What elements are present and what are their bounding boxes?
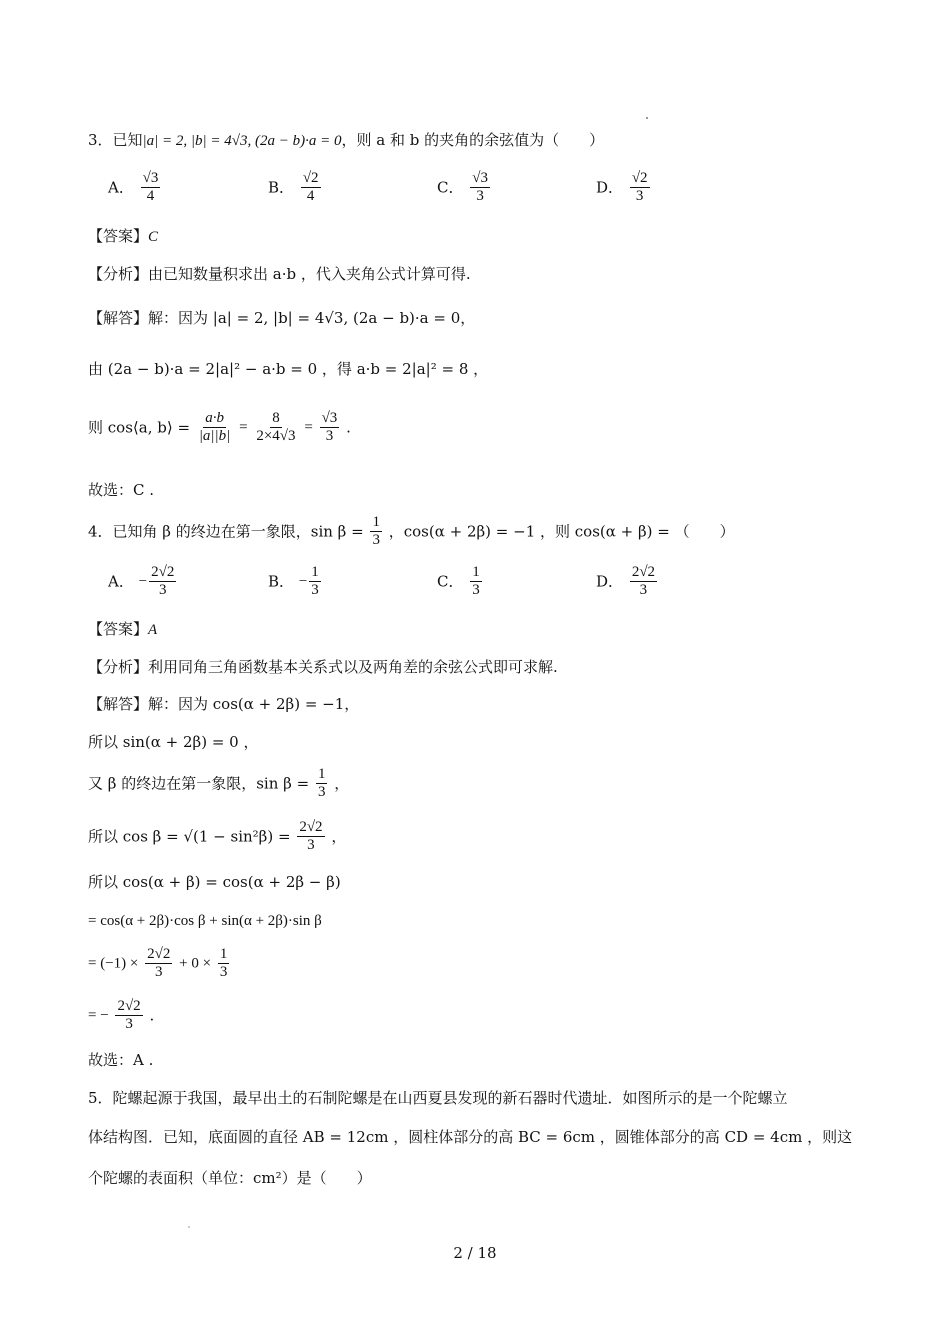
solution-text: 所以 cos(α + β) = cos(α + 2β − β) xyxy=(88,873,341,891)
analysis-line xyxy=(88,264,471,284)
numerator: √3 xyxy=(321,410,338,426)
numerator: √3 xyxy=(472,170,488,186)
denominator: 2×4√3 xyxy=(256,428,296,444)
option-label: B． xyxy=(268,572,295,591)
solution-text: . xyxy=(149,1006,155,1025)
stem-suffix: ，则 a 和 b 的夹角的余弦值为（ ） xyxy=(341,131,605,149)
option-b xyxy=(268,170,323,205)
option-c xyxy=(437,170,492,205)
fraction xyxy=(115,998,142,1033)
option-c xyxy=(437,564,484,599)
fraction xyxy=(197,410,233,445)
solution-line-3 xyxy=(88,766,349,801)
question-5-line-2 xyxy=(88,1127,852,1147)
conclusion-text: 故选：A . xyxy=(88,1051,154,1069)
option-label: D． xyxy=(596,572,624,591)
solution-text: 又 β 的终边在第一象限，sin β = xyxy=(88,774,310,793)
solution-text: 由 (2a − b)·a = 2|a|² − a·b = 0 ，得 a·b = 2|a|² = 8 ， xyxy=(88,360,489,378)
fraction xyxy=(145,946,172,981)
conclusion-line xyxy=(88,1050,153,1070)
answer-value: C xyxy=(148,229,159,245)
answer-value: A xyxy=(148,622,158,638)
option-fraction xyxy=(630,170,650,205)
denominator: 3 xyxy=(307,837,315,853)
denominator: 3 xyxy=(311,582,319,598)
option-fraction xyxy=(301,170,321,205)
solution-text: 解：因为 |a| = 2, |b| = 4√3, (2a − b)·a = 0， xyxy=(148,309,476,327)
denominator: 4 xyxy=(306,188,315,204)
denominator: 3 xyxy=(372,532,380,548)
option-fraction xyxy=(470,170,490,205)
solution-text: + 0 × xyxy=(179,955,212,972)
answer-line xyxy=(88,619,157,640)
numerator: 1 xyxy=(311,564,319,580)
solution-text: 则 cos⟨a, b⟩ = xyxy=(88,418,191,437)
period: . xyxy=(346,418,351,437)
numerator: 1 xyxy=(219,946,228,962)
analysis-text: 由已知数量积求出 a·b ，代入夹角公式计算可得. xyxy=(148,265,471,283)
denominator: 3 xyxy=(155,964,163,980)
solution-text: = (−1) × xyxy=(88,955,139,972)
answer-tag: 【答案】 xyxy=(88,227,149,245)
stem-prefix: 3．已知 xyxy=(88,131,143,149)
option-fraction xyxy=(141,170,161,205)
numerator: 1 xyxy=(317,766,326,782)
solution-line-1 xyxy=(88,694,359,714)
option-sign: − xyxy=(138,573,148,590)
stem-text: 个陀螺的表面积（单位：cm²）是（ ） xyxy=(88,1169,372,1187)
solution-text: 解：因为 cos(α + 2β) = −1， xyxy=(148,695,360,713)
solution-text: 所以 sin(α + 2β) = 0 ， xyxy=(88,733,259,751)
fraction xyxy=(316,766,328,801)
numerator: 2√2 xyxy=(299,819,323,835)
denominator: 4 xyxy=(146,188,155,204)
denominator: 3 xyxy=(317,784,326,800)
denominator: 3 xyxy=(219,964,228,980)
solution-tag: 【解答】 xyxy=(88,695,149,713)
denominator: 3 xyxy=(125,1016,133,1032)
option-fraction xyxy=(309,564,321,599)
stem-text: 5．陀螺起源于我国，最早出土的石制陀螺是在山西夏县发现的新石器时代遗址．如图所示的是一个陀螺立 xyxy=(88,1089,788,1107)
numerator: 1 xyxy=(372,514,380,530)
option-label: A． xyxy=(108,572,134,591)
solution-text: = cos(α + 2β)·cos β + sin(α + 2β)·sin β xyxy=(88,913,322,929)
numerator: a·b xyxy=(205,410,224,426)
page-number: 2 / 18 xyxy=(453,1244,497,1262)
question-5-line-3 xyxy=(88,1168,372,1188)
answer-line xyxy=(88,226,158,247)
speck xyxy=(646,117,648,119)
denominator: 3 xyxy=(158,582,167,598)
solution-line-4 xyxy=(88,819,346,854)
question-3-stem xyxy=(88,130,604,151)
stem-math: |a| = 2, |b| = 4√3, (2a − b)·a = 0 xyxy=(142,133,342,149)
denominator: 3 xyxy=(476,188,484,204)
numerator: √3 xyxy=(142,170,159,186)
speck xyxy=(188,1226,190,1228)
analysis-line xyxy=(88,657,558,677)
solution-line-6 xyxy=(88,910,322,931)
conclusion-text: 故选：C . xyxy=(88,481,155,499)
option-label: B． xyxy=(268,178,295,197)
solution-line-5 xyxy=(88,872,341,892)
solution-line-8 xyxy=(88,998,154,1033)
denominator: 3 xyxy=(635,188,644,204)
solution-line-1 xyxy=(88,308,475,328)
solution-line-2 xyxy=(88,732,259,752)
answer-tag: 【答案】 xyxy=(88,620,149,638)
solution-text: ， xyxy=(331,827,347,846)
option-a xyxy=(108,170,162,205)
numerator: √2 xyxy=(302,170,319,186)
numerator: 2√2 xyxy=(117,998,141,1014)
option-b xyxy=(268,564,323,599)
analysis-text: 利用同角三角函数基本关系式以及两角差的余弦公式即可求解. xyxy=(148,658,558,676)
option-label: A． xyxy=(108,178,134,197)
analysis-tag: 【分析】 xyxy=(88,658,149,676)
numerator: 8 xyxy=(272,410,280,426)
fraction xyxy=(218,946,230,981)
option-label: C． xyxy=(437,572,464,591)
denominator: 3 xyxy=(472,582,480,598)
solution-text: = − xyxy=(88,1007,109,1024)
denominator: 3 xyxy=(639,582,648,598)
option-fraction xyxy=(470,564,482,599)
numerator: 2√2 xyxy=(151,564,175,580)
option-d xyxy=(596,564,659,599)
denominator: |a||b| xyxy=(198,428,231,444)
fraction xyxy=(370,514,382,549)
option-fraction xyxy=(149,564,176,599)
option-sign: − xyxy=(298,573,308,590)
denominator: 3 xyxy=(325,428,334,444)
stem-prefix: 4．已知角 β 的终边在第一象限，sin β = xyxy=(88,522,364,541)
fraction xyxy=(320,410,340,445)
solution-text: 所以 cos β = √(1 − sin²β) = xyxy=(88,827,291,846)
option-fraction xyxy=(630,564,657,599)
option-d xyxy=(596,170,652,205)
solution-line-3 xyxy=(88,410,351,445)
option-a xyxy=(108,564,178,599)
question-5-line-1 xyxy=(88,1088,788,1108)
solution-text: ， xyxy=(334,774,350,793)
numerator: 2√2 xyxy=(147,946,171,962)
equals-sign: = xyxy=(239,419,248,436)
question-4-stem xyxy=(88,514,735,549)
option-label: D． xyxy=(596,178,624,197)
numerator: 2√2 xyxy=(631,564,656,580)
solution-line-7 xyxy=(88,946,231,981)
analysis-tag: 【分析】 xyxy=(88,265,149,283)
stem-suffix: ，cos(α + 2β) = −1 ，则 cos(α + β) = （ ） xyxy=(388,522,735,541)
option-label: C． xyxy=(437,178,464,197)
solution-tag: 【解答】 xyxy=(88,309,149,327)
fraction xyxy=(254,410,297,445)
numerator: √2 xyxy=(631,170,648,186)
solution-line-2 xyxy=(88,359,488,379)
conclusion-line xyxy=(88,480,154,500)
stem-text: 体结构图．已知，底面圆的直径 AB = 12cm ，圆柱体部分的高 BC = 6cm ，圆锥体部分的高 CD = 4cm ，则这 xyxy=(88,1128,853,1146)
equals-sign: = xyxy=(304,419,313,436)
numerator: 1 xyxy=(472,564,480,580)
fraction xyxy=(297,819,324,854)
